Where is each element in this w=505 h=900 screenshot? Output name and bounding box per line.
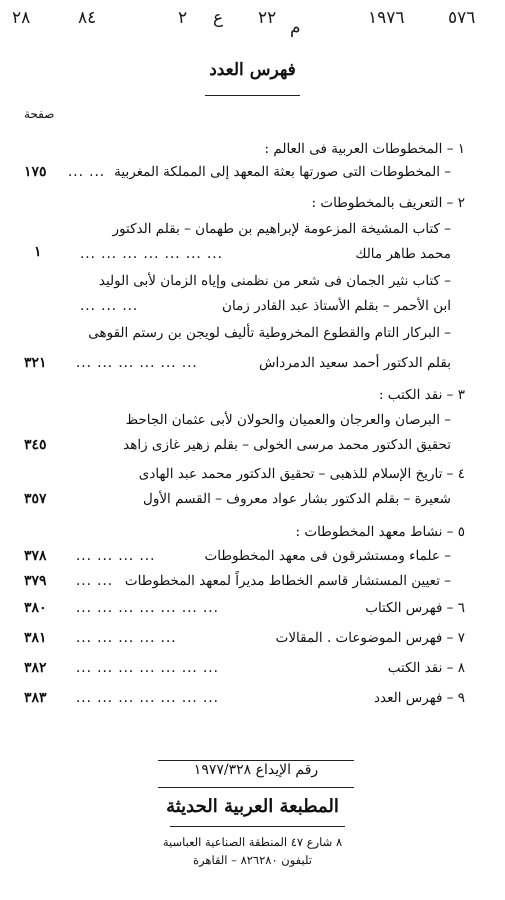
toc-line-page: ١٧٥	[24, 164, 47, 180]
toc-line-text: ١ – المخطوطات العربية فى العالم :	[264, 141, 465, 157]
toc-line	[20, 573, 465, 597]
toc-line	[20, 298, 465, 322]
handwritten-note-1: ٢٨	[12, 8, 31, 28]
toc-line-text: – كتاب المشيخة المزعومة لإبراهيم بن طهمان – بقلم الدكتور	[112, 221, 451, 237]
toc-line-leader: ... ...	[68, 164, 106, 180]
toc-line	[20, 164, 465, 188]
toc-line	[20, 355, 465, 379]
toc-line-leader: ... ... ... ... ... ... ...	[76, 690, 219, 706]
toc-line	[20, 690, 465, 714]
toc-line	[20, 548, 465, 572]
toc-line-leader: ... ... ... ... ...	[76, 630, 177, 646]
toc-line-leader: ... ... ... ... ... ... ...	[76, 660, 219, 676]
toc-line-text: ٢ – التعريف بالمخطوطات :	[311, 195, 465, 211]
toc-line-text: – المخطوطات التى صورتها بعثة المعهد إلى المملكة المغربية	[114, 164, 451, 180]
printer-name: المطبعة العربية الحديثة	[166, 796, 339, 817]
page-title: فهرس العدد	[209, 60, 296, 80]
toc-line	[20, 246, 465, 270]
toc-line-page: ٣٨٠	[24, 600, 47, 616]
handwritten-note-7: ١٩٧٦	[368, 8, 405, 28]
handwritten-note-5: ٢٢	[258, 8, 277, 28]
handwritten-note-2: ٨٤	[78, 8, 97, 28]
toc-line	[20, 387, 465, 411]
toc-line-leader: ... ...	[76, 573, 114, 589]
toc-line-text: تحقيق الدكتور محمد مرسى الخولى – بقلم زهير غازى زاهد	[123, 437, 451, 453]
toc-line-text: – البرصان والعرجان والعميان والحولان لأبى عثمان الجاحظ	[125, 412, 451, 428]
toc-line-page: ٣٢١	[24, 355, 47, 371]
toc-line-page: ٣٧٨	[24, 548, 47, 564]
toc-line-text: ٩ – فهرس العدد	[374, 690, 465, 706]
toc-line-leader: ... ... ... ...	[76, 548, 156, 564]
deposit-number: رقم الإيداع ١٩٧٧/٣٢٨	[193, 762, 319, 778]
toc-line-text: ٣ – نقد الكتب :	[378, 387, 465, 403]
toc-line-text: شعيرة – بقلم الدكتور بشار عواد معروف – القسم الأول	[143, 491, 451, 507]
printer-phone: تليفون ٨٢٦٢٨٠ – القاهرة	[193, 853, 312, 867]
toc-line	[20, 660, 465, 684]
handwritten-note-8: ٥٧٦	[448, 8, 476, 28]
toc-line-page: ٣٨١	[24, 630, 47, 646]
toc-line	[20, 524, 465, 548]
toc-line	[20, 273, 465, 297]
toc-line-text: ٥ – نشاط معهد المخطوطات :	[295, 524, 465, 540]
printer-underline	[170, 826, 345, 827]
toc-line-text: – علماء ومستشرقون فى معهد المخطوطات	[204, 548, 451, 564]
printer-address: ٨ شارع ٤٧ المنطقة الصناعية العباسية	[162, 835, 343, 849]
toc-line-leader: ... ... ... ... ... ...	[76, 355, 198, 371]
toc-line-leader: ... ... ...	[80, 298, 139, 314]
toc-line-page: ٣٨٢	[24, 660, 47, 676]
toc-line-page: ٣٧٩	[24, 573, 47, 589]
handwritten-note-4: ع	[213, 8, 224, 28]
toc-line	[20, 630, 465, 654]
toc-line	[20, 221, 465, 245]
toc-line-text: – تعيين المستشار قاسم الخطاط مديراً لمعهد المخطوطات	[124, 573, 451, 589]
toc-line-page: ٣٥٧	[24, 491, 47, 507]
toc-line	[20, 600, 465, 624]
toc-line-text: – كتاب نثير الجمان فى شعر من نظمنى وإياه الزمان لأبى الوليد	[98, 273, 451, 289]
toc-line	[20, 491, 465, 515]
toc-line-text: محمد طاهر مالك	[355, 246, 451, 262]
toc-line	[20, 141, 465, 165]
toc-line	[20, 437, 465, 461]
toc-line	[20, 466, 465, 490]
toc-line-leader: ... ... ... ... ... ... ...	[76, 600, 219, 616]
title-underline	[205, 95, 300, 96]
toc-line-text: ٦ – فهرس الكتاب	[365, 600, 465, 616]
toc-line-text: ٤ – تاريخ الإسلام للذهبى – تحقيق الدكتور محمد عبد الهادى	[138, 466, 465, 482]
toc-line-page: ٣٨٣	[24, 690, 47, 706]
toc-line-page: ١	[34, 244, 42, 260]
toc-line-text: ابن الأحمر – بقلم الأستاذ عبد القادر زمان	[222, 298, 451, 314]
toc-line-text: بقلم الدكتور أحمد سعيد الدمرداش	[259, 355, 451, 371]
handwritten-note-6: م	[290, 18, 301, 38]
toc-line-leader: ... ... ... ... ... ... ...	[80, 246, 223, 262]
page-column-label: صفحة	[24, 107, 55, 121]
handwritten-note-3: ٢	[178, 8, 188, 28]
toc-line-text: ٨ – نقد الكتب	[387, 660, 465, 676]
toc-line	[20, 325, 465, 349]
toc-line-page: ٣٤٥	[24, 437, 47, 453]
toc-line-text: ٧ – فهرس الموضوعات . المقالات	[275, 630, 465, 646]
toc-line	[20, 195, 465, 219]
toc-line	[20, 412, 465, 436]
toc-line-text: – البركار التام والقطوع المخروطية تأليف لويجن بن رستم القوهى	[88, 325, 451, 341]
